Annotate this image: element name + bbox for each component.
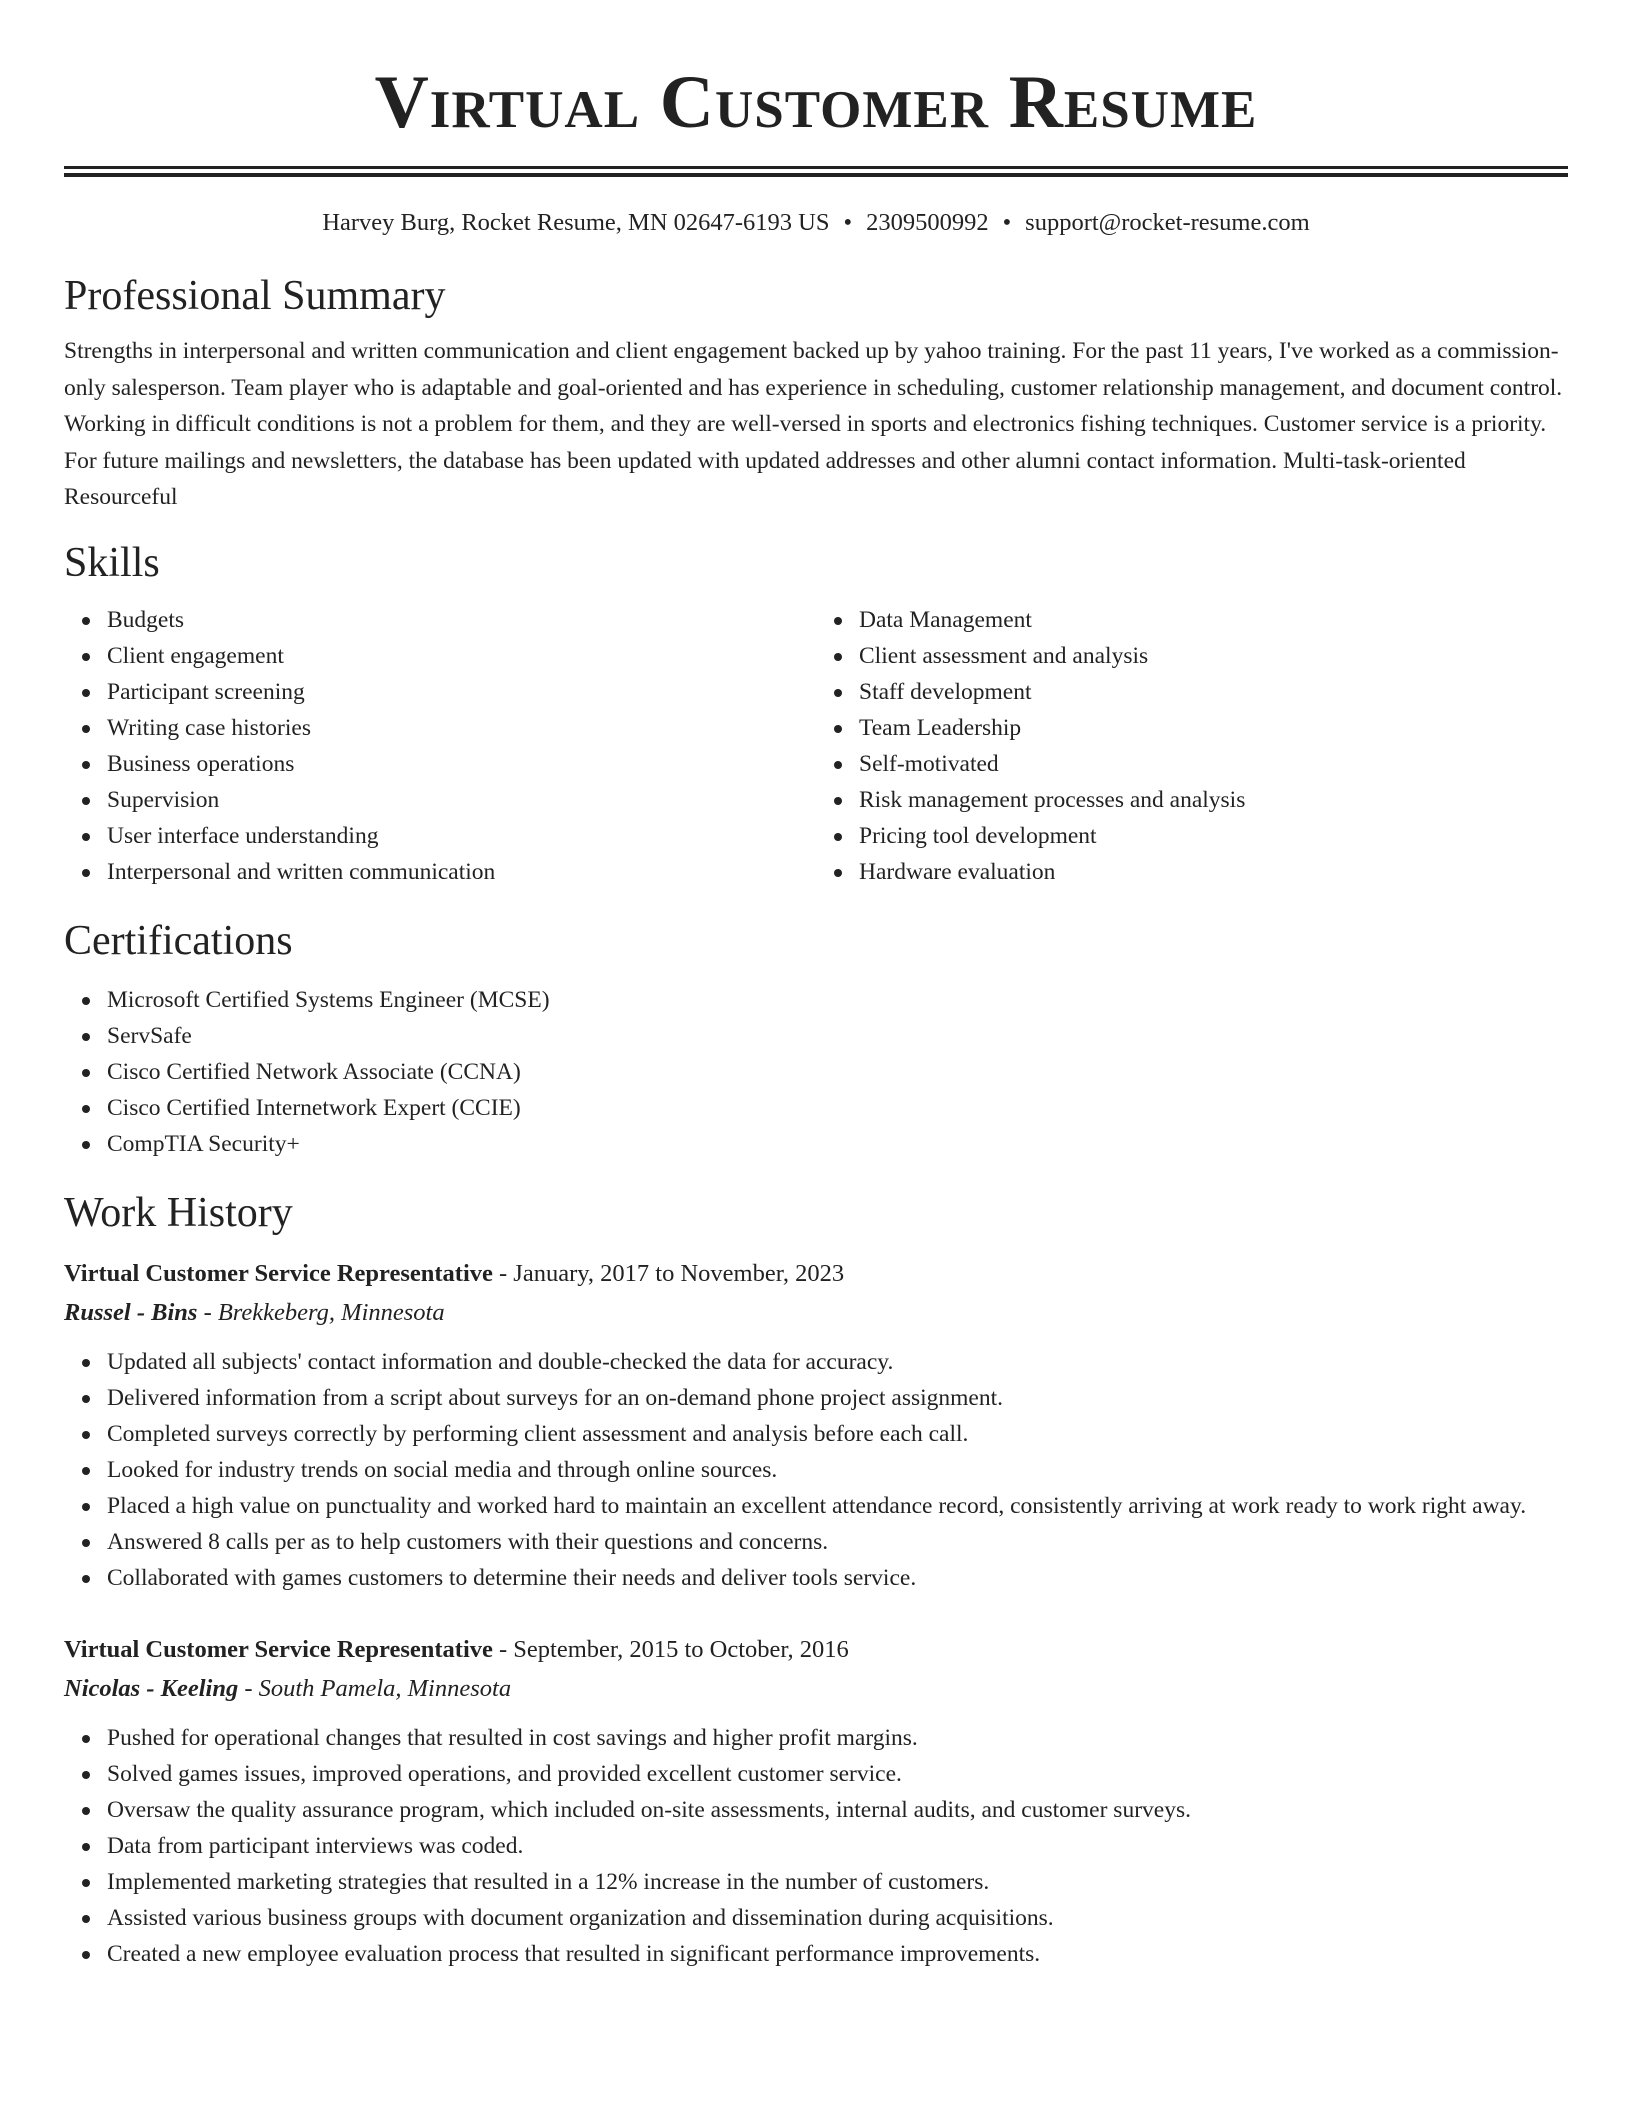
skill-item: Interpersonal and written communication bbox=[107, 854, 816, 890]
skill-item: Writing case histories bbox=[107, 710, 816, 746]
skill-item: Pricing tool development bbox=[859, 818, 1568, 854]
job-duty-item: Oversaw the quality assurance program, which included on-site assessments, internal audits, and customer surveys. bbox=[107, 1792, 1568, 1828]
contact-separator: • bbox=[843, 209, 853, 236]
job-dates: - September, 2015 to October, 2016 bbox=[492, 1635, 849, 1663]
job-entry bbox=[64, 1630, 1568, 1972]
job-company-line bbox=[64, 1670, 1568, 1708]
skill-item: Supervision bbox=[107, 782, 816, 818]
skill-item: Participant screening bbox=[107, 674, 816, 710]
contact-separator: • bbox=[1002, 209, 1012, 236]
job-duty-item: Assisted various business groups with document organization and dissemination during acquisitions. bbox=[107, 1900, 1568, 1936]
skill-item: Client assessment and analysis bbox=[859, 638, 1568, 674]
work-history-section bbox=[64, 1186, 1568, 1972]
job-list bbox=[64, 1254, 1568, 1972]
skill-item: Client engagement bbox=[107, 638, 816, 674]
certification-item: Cisco Certified Network Associate (CCNA) bbox=[107, 1054, 1568, 1090]
resume-page bbox=[64, 0, 1568, 1972]
job-duty-item: Created a new employee evaluation process that resulted in significant performance improvements. bbox=[107, 1936, 1568, 1972]
job-employer: Nicolas - Keeling bbox=[64, 1674, 239, 1702]
certification-item: ServSafe bbox=[107, 1018, 1568, 1054]
job-duty-item: Implemented marketing strategies that resulted in a 12% increase in the number of customers. bbox=[107, 1864, 1568, 1900]
job-duties-list bbox=[64, 1344, 1568, 1596]
skill-item: Budgets bbox=[107, 602, 816, 638]
job-duty-item: Collaborated with games customers to determine their needs and deliver tools service. bbox=[107, 1560, 1568, 1596]
title-divider-bottom bbox=[64, 173, 1568, 177]
skills-list-left bbox=[64, 602, 816, 890]
job-duty-item: Updated all subjects' contact information and double-checked the data for accuracy. bbox=[107, 1344, 1568, 1380]
job-location: - South Pamela, Minnesota bbox=[238, 1674, 512, 1702]
certification-item: Cisco Certified Internetwork Expert (CCIE) bbox=[107, 1090, 1568, 1126]
resume-title: Virtual Customer Resume bbox=[374, 61, 1258, 144]
skills-columns bbox=[64, 602, 1568, 890]
contact-email: support@rocket-resume.com bbox=[1025, 209, 1310, 236]
job-duty-item: Looked for industry trends on social media and through online sources. bbox=[107, 1452, 1568, 1488]
contact-phone: 2309500992 bbox=[866, 209, 989, 236]
job-employer: Russel - Bins bbox=[64, 1298, 198, 1326]
job-header bbox=[64, 1630, 1568, 1670]
job-duty-item: Pushed for operational changes that resulted in cost savings and higher profit margins. bbox=[107, 1720, 1568, 1756]
skill-item: Data Management bbox=[859, 602, 1568, 638]
job-header bbox=[64, 1254, 1568, 1294]
certification-item: Microsoft Certified Systems Engineer (MCSE) bbox=[107, 982, 1568, 1018]
summary-section bbox=[64, 269, 1568, 516]
work-history-heading: Work History bbox=[64, 1189, 293, 1236]
job-duty-item: Placed a high value on punctuality and worked hard to maintain an excellent attendance record, consistently arriving at work ready to work right away. bbox=[107, 1488, 1568, 1524]
job-duties-list bbox=[64, 1720, 1568, 1972]
certification-item: CompTIA Security+ bbox=[107, 1126, 1568, 1162]
contact-address: Harvey Burg, Rocket Resume, MN 02647-6193 US bbox=[322, 209, 830, 236]
job-duty-item: Completed surveys correctly by performing client assessment and analysis before each call. bbox=[107, 1416, 1568, 1452]
job-company-line bbox=[64, 1294, 1568, 1332]
skill-item: Team Leadership bbox=[859, 710, 1568, 746]
job-duty-item: Solved games issues, improved operations, and provided excellent customer service. bbox=[107, 1756, 1568, 1792]
skills-list-right bbox=[816, 602, 1568, 890]
job-entry bbox=[64, 1254, 1568, 1596]
job-duty-item: Delivered information from a script about surveys for an on-demand phone project assignment. bbox=[107, 1380, 1568, 1416]
job-dates: - January, 2017 to November, 2023 bbox=[492, 1259, 845, 1287]
skill-item: User interface understanding bbox=[107, 818, 816, 854]
certifications-heading: Certifications bbox=[64, 917, 293, 964]
job-duty-item: Answered 8 calls per as to help customers with their questions and concerns. bbox=[107, 1524, 1568, 1560]
job-duty-item: Data from participant interviews was coded. bbox=[107, 1828, 1568, 1864]
skills-heading: Skills bbox=[64, 539, 160, 586]
summary-heading: Professional Summary bbox=[64, 273, 446, 319]
skill-item: Hardware evaluation bbox=[859, 854, 1568, 890]
skill-item: Business operations bbox=[107, 746, 816, 782]
job-location: - Brekkeberg, Minnesota bbox=[197, 1298, 445, 1326]
job-title: Virtual Customer Service Representative bbox=[64, 1259, 493, 1287]
contact-line bbox=[64, 207, 1568, 239]
certifications-section bbox=[64, 914, 1568, 1162]
job-title: Virtual Customer Service Representative bbox=[64, 1635, 493, 1663]
certifications-list bbox=[64, 982, 1568, 1162]
skills-section bbox=[64, 536, 1568, 890]
summary-text: Strengths in interpersonal and written communication and client engagement backed up by yahoo training. For the past 11 years, I've worked as a commission-only salesperson. Team player who is adaptable and goal-oriented and has experience in scheduling, customer relationship management, and document control. Working in difficult conditions is not a problem for them, and they are well-versed in sports and electronics fishing techniques. Customer service is a priority. For future mailings and newsletters, the database has been updated with updated addresses and other alumni contact information. Multi-task-oriented Resourceful bbox=[64, 338, 1563, 510]
skill-item: Staff development bbox=[859, 674, 1568, 710]
skill-item: Risk management processes and analysis bbox=[859, 782, 1568, 818]
skill-item: Self-motivated bbox=[859, 746, 1568, 782]
